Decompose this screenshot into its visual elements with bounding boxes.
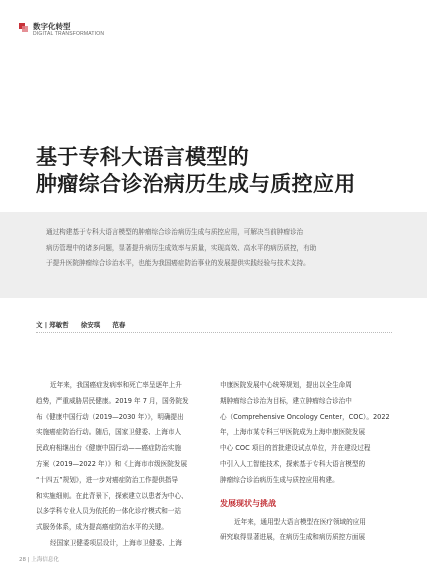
abstract-box bbox=[0, 212, 427, 298]
section-logo-icon bbox=[19, 23, 28, 32]
article-title bbox=[36, 143, 396, 197]
byline-divider bbox=[36, 332, 392, 333]
section-name-cn: 数字化转型 bbox=[33, 22, 71, 31]
section-name-en: DIGITAL TRANSFORMATION bbox=[33, 31, 105, 37]
byline bbox=[36, 320, 125, 329]
author-2: 徐安琪 bbox=[80, 321, 101, 329]
abstract-text: 通过构建基于专科大语言模型的肿瘤综合诊治病历生成与质控应用，可解决当前肿瘤诊治 病历管理中的诸多问题，显著提升病历生成效率与质量，实现高效、高水平的病历质控，有助 于提升医院肿瘤综合诊治水平，也能为我国癌症防治事业的发展提供实践经验与技术支持。 bbox=[46, 228, 317, 267]
title-line-2: 肿瘤综合诊治病历生成与质控应用 bbox=[36, 171, 356, 196]
paragraph: 近年来，通用型大语言模型在医疗领域的应用 研究取得显著进展，在病历生成和病历质控方面展 bbox=[220, 517, 366, 542]
body-column-left bbox=[36, 378, 208, 552]
byline-label: 文 | bbox=[36, 321, 48, 329]
author-1: 郑敏哲 bbox=[49, 321, 69, 329]
paragraph: 近年来，我国癌症发病率和死亡率呈逐年上升 趋势，严重威胁居民健康。2019 年 7 月，国务院发 布《健康中国行动（2019—2030 年）》，明确提出 实施癌症防治行动。随后，国家卫健委、上海市人 民政府相继出台《健康中国行动——癌症防治实施 方案（2019—2022 年）》和《上海市市级医院发展 “十四五”规划》，进一步对癌症防治工作提供指导 和实施细则。在此背景下，探索建立以患者为中心、 以多学科专业人员为依托的一体化诊疗模式和一站 式服务体系，成为提高癌症防治水平的关键。 bbox=[36, 381, 189, 532]
author-3: 范春 bbox=[112, 321, 126, 329]
paragraph: 申康医院发展中心统筹规划，提出以全生命周 期肿瘤综合诊治为目标，建立肿瘤综合诊治中 心（Comprehensive Oncology Center，COC）。2022 年，上海市某专科三甲医院成为上海申康医院发展 中心 COC 项目的首批建设试点单位，并在建设过程 中引入人工智能技术，探索基于专科大语言模型的 肿瘤综合诊治病历生成与质控应用构建。 bbox=[220, 381, 390, 484]
page-footer: 28 | 上海信息化 bbox=[19, 557, 59, 563]
paragraph: 经国家卫健委项层设计，上海市卫健委、上海 bbox=[50, 538, 182, 547]
section-heading: 发展现状与挑战 bbox=[220, 498, 276, 508]
title-line-1: 基于专科大语言模型的 bbox=[36, 144, 249, 169]
body-column-right bbox=[220, 378, 392, 546]
